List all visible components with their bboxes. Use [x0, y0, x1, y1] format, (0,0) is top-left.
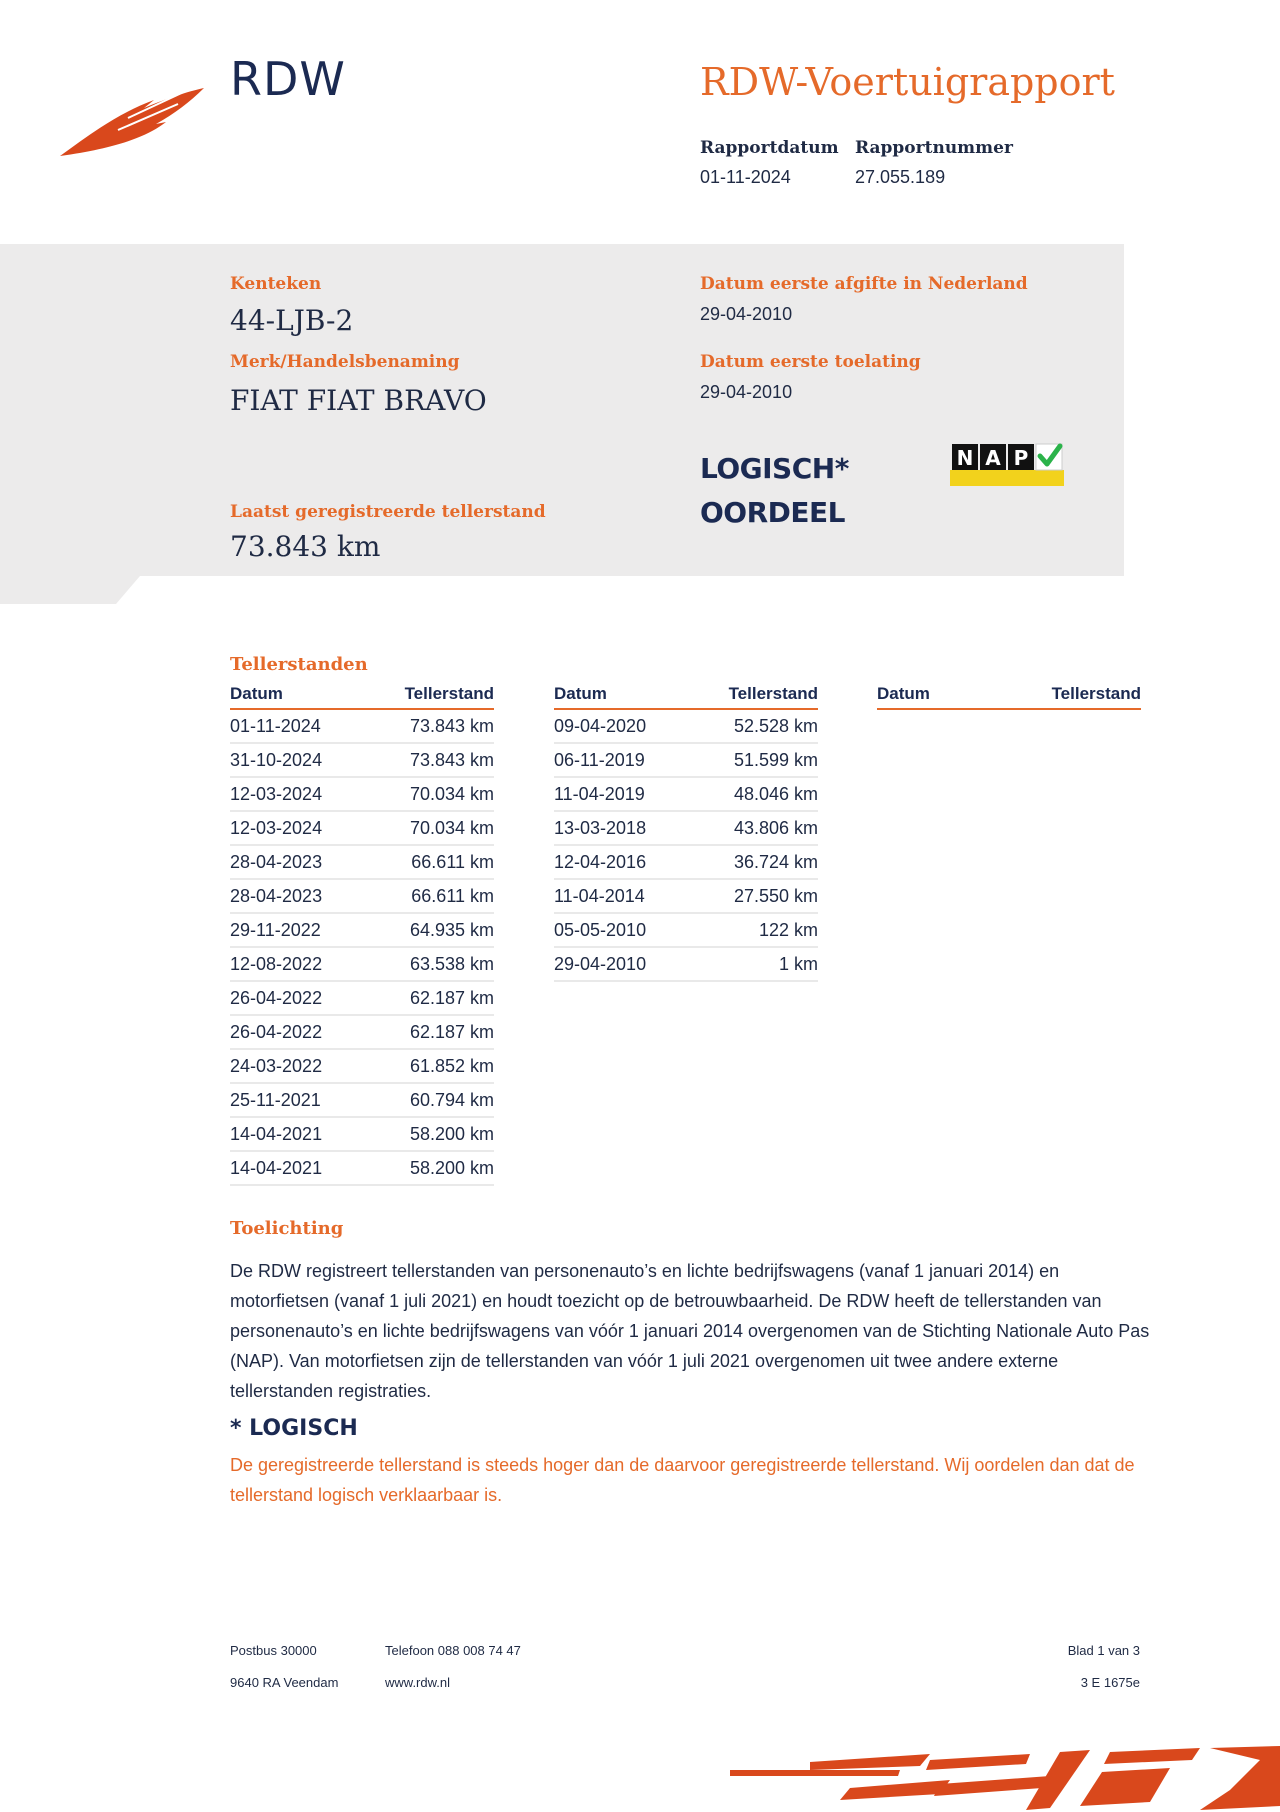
row-date: 11-04-2014 — [554, 885, 645, 906]
row-date: 26-04-2022 — [230, 1021, 323, 1042]
merk-label: Merk/Handelsbenaming — [230, 352, 460, 372]
row-date: 25-11-2021 — [230, 1089, 321, 1110]
row-tellerstand: 58.200 km — [409, 1123, 494, 1144]
footer-stripes-graphic — [730, 1740, 1280, 1812]
table-header — [230, 684, 494, 710]
rdw-logo-icon — [58, 78, 208, 162]
tellerstand-value: 73.843 km — [230, 530, 381, 563]
row-date: 31-10-2024 — [230, 749, 323, 770]
table-row — [554, 778, 818, 812]
table-row — [554, 948, 818, 982]
nap-check-icon — [950, 440, 1064, 486]
row-date: 29-11-2022 — [230, 919, 321, 940]
row-tellerstand: 43.806 km — [733, 817, 818, 838]
row-date: 28-04-2023 — [230, 885, 323, 906]
table-row — [230, 710, 494, 744]
footer-postbus: Postbus 30000 — [230, 1643, 317, 1658]
tellerstanden-column-3 — [877, 684, 1141, 710]
footer-phone: Telefoon 088 008 74 47 — [385, 1643, 521, 1658]
row-date: 24-03-2022 — [230, 1055, 323, 1076]
table-row — [230, 982, 494, 1016]
row-tellerstand: 60.794 km — [409, 1089, 494, 1110]
kenteken-label: Kenteken — [230, 274, 322, 294]
table-row — [554, 880, 818, 914]
merk-value: FIAT FIAT BRAVO — [230, 384, 487, 417]
toelating-value: 29-04-2010 — [700, 382, 793, 402]
row-date: 26-04-2022 — [230, 987, 323, 1008]
row-tellerstand: 64.935 km — [409, 919, 494, 940]
table-row — [230, 812, 494, 846]
row-date: 29-04-2010 — [554, 953, 647, 974]
row-date: 01-11-2024 — [230, 715, 321, 736]
row-tellerstand: 58.200 km — [409, 1157, 494, 1178]
report-title: RDW-Voertuigrapport — [700, 60, 1115, 104]
row-tellerstand: 63.538 km — [409, 953, 494, 974]
row-date: 12-08-2022 — [230, 953, 323, 974]
row-tellerstand: 73.843 km — [409, 715, 494, 736]
table-row — [230, 880, 494, 914]
afgifte-value: 29-04-2010 — [700, 304, 793, 324]
col-tellerstand: Tellerstand — [1051, 684, 1141, 703]
table-row — [554, 710, 818, 744]
col-tellerstand: Tellerstand — [404, 684, 494, 703]
row-date: 05-05-2010 — [554, 919, 647, 940]
footer-page: Blad 1 van 3 — [1067, 1643, 1140, 1658]
table-row — [230, 778, 494, 812]
row-tellerstand: 70.034 km — [409, 783, 494, 804]
nap-letter-p: P — [1013, 446, 1029, 470]
row-date: 09-04-2020 — [554, 715, 647, 736]
table-row — [230, 846, 494, 880]
row-tellerstand: 73.843 km — [409, 749, 494, 770]
row-date: 28-04-2023 — [230, 851, 323, 872]
toelating-label: Datum eerste toelating — [700, 352, 921, 372]
afgifte-label: Datum eerste afgifte in Nederland — [700, 274, 1028, 294]
logisch-heading: * LOGISCH — [230, 1416, 358, 1441]
row-tellerstand: 1 km — [778, 953, 818, 974]
row-tellerstand: 36.724 km — [733, 851, 818, 872]
table-row — [230, 744, 494, 778]
toelichting-text: De RDW registreert tellerstanden van personenauto’s en lichte bedrijfswagens (vanaf 1 januari 2014) en motorfietsen (vanaf 1 juli 2021) en houdt toezicht op de betrouwbaarheid. De RDW heeft de tellerstanden van personenauto’s en lichte bedrijfswagens van vóór 1 januari 2014 overgenomen van de Stichting Nationale Auto Pas (NAP). Van motorfietsen zijn de tellerstanden van vóór 1 juli 2021 overgenomen uit twee andere externe tellerstanden registraties. — [230, 1261, 1150, 1401]
rapportnummer-label: Rapportnummer — [855, 138, 1013, 158]
verdict-line2: OORDEEL — [700, 496, 846, 529]
row-tellerstand: 27.550 km — [733, 885, 818, 906]
table-row — [554, 744, 818, 778]
col-datum: Datum — [877, 684, 930, 703]
table-row — [230, 1152, 494, 1186]
row-tellerstand: 62.187 km — [409, 1021, 494, 1042]
toelichting-title: Toelichting — [230, 1218, 344, 1239]
row-date: 12-03-2024 — [230, 817, 323, 838]
table-row — [230, 1084, 494, 1118]
tellerstand-label: Laatst geregistreerde tellerstand — [230, 502, 546, 522]
table-row — [230, 1016, 494, 1050]
kenteken-value: 44-LJB-2 — [230, 304, 354, 337]
row-date: 12-04-2016 — [554, 851, 647, 872]
logo-text: RDW — [230, 52, 346, 106]
table-row — [230, 1118, 494, 1152]
table-row — [230, 914, 494, 948]
verdict-line1: LOGISCH* — [700, 452, 849, 485]
row-date: 14-04-2021 — [230, 1123, 323, 1144]
nap-letter-a: A — [985, 446, 1001, 470]
row-date: 12-03-2024 — [230, 783, 323, 804]
col-datum: Datum — [554, 684, 607, 703]
table-header — [877, 684, 1141, 710]
col-datum: Datum — [230, 684, 283, 703]
table-row — [230, 1050, 494, 1084]
row-date: 13-03-2018 — [554, 817, 647, 838]
row-tellerstand: 66.611 km — [411, 851, 494, 872]
tellerstanden-title: Tellerstanden — [230, 654, 368, 675]
rapportdatum-label: Rapportdatum — [700, 138, 839, 158]
row-tellerstand: 51.599 km — [733, 749, 818, 770]
row-tellerstand: 62.187 km — [409, 987, 494, 1008]
table-row — [230, 948, 494, 982]
nap-letter-n: N — [956, 446, 974, 470]
table-row — [554, 914, 818, 948]
row-tellerstand: 48.046 km — [733, 783, 818, 804]
tellerstanden-column-2 — [554, 684, 818, 982]
table-row — [554, 846, 818, 880]
rapportdatum-value: 01-11-2024 — [700, 167, 791, 187]
tellerstanden-column-1 — [230, 684, 494, 1186]
row-date: 11-04-2019 — [554, 783, 645, 804]
col-tellerstand: Tellerstand — [728, 684, 818, 703]
row-date: 06-11-2019 — [554, 749, 645, 770]
footer-code: 3 E 1675e — [1080, 1675, 1140, 1690]
logisch-explanation: De geregistreerde tellerstand is steeds hoger dan de daarvoor geregistreerde tellerstand. Wij oordelen dan dat de tellerstand logisch verklaarbaar is. — [230, 1455, 1135, 1505]
row-tellerstand: 70.034 km — [409, 817, 494, 838]
footer-city: 9640 RA Veendam — [230, 1675, 339, 1690]
row-tellerstand: 52.528 km — [733, 715, 818, 736]
panel-notch — [0, 576, 140, 604]
table-row — [554, 812, 818, 846]
row-tellerstand: 66.611 km — [411, 885, 494, 906]
table-header — [554, 684, 818, 710]
rapportnummer-value: 27.055.189 — [855, 167, 946, 187]
row-tellerstand: 122 km — [758, 919, 818, 940]
row-date: 14-04-2021 — [230, 1157, 323, 1178]
row-tellerstand: 61.852 km — [409, 1055, 494, 1076]
footer-web-link[interactable]: www.rdw.nl — [385, 1675, 451, 1690]
